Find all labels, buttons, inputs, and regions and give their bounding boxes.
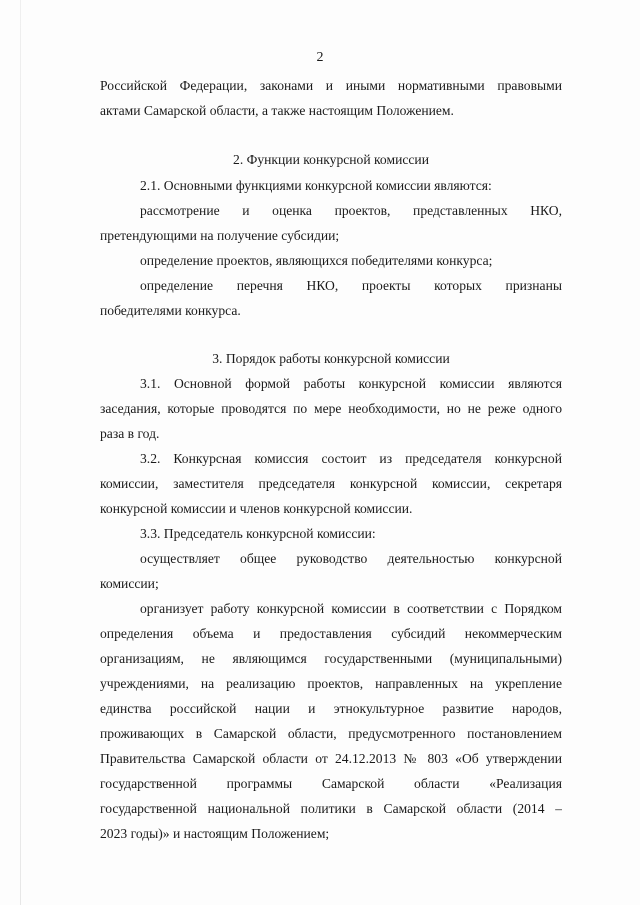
text-line: определения объема и предоставления субсидий некоммерческим (100, 626, 562, 641)
text-line: 3.1. Основной формой работы конкурсной комиссии являются (140, 376, 562, 391)
text-line: организациям, не являющимся государственными (муниципальными) (100, 651, 562, 666)
text-line: определение перечня НКО, проекты которых признаны (140, 278, 562, 293)
text-line: учреждениями, на реализацию проектов, направленных на укрепление (100, 676, 562, 691)
text-line: 2023 годы)» и настоящим Положением; (100, 826, 330, 841)
text-line: рассмотрение и оценка проектов, представленных НКО, (140, 203, 562, 218)
text-line: заседания, которые проводятся по мере необходимости, но не реже одного (100, 401, 562, 416)
text-line: 3.2. Конкурсная комиссия состоит из председателя конкурсной (140, 451, 562, 466)
text-line: претендующими на получение субсидии; (100, 228, 340, 243)
text-line: государственной программы Самарской области «Реализация (100, 776, 562, 791)
text-line: определение проектов, являющихся победителями конкурса; (140, 253, 493, 268)
text-line: комиссии; (100, 576, 159, 591)
section-heading-2: 2. Функции конкурсной комиссии (233, 152, 429, 167)
text-line: комиссии, заместителя председателя конкурсной комиссии, секретаря (100, 476, 562, 491)
text-line: раза в год. (100, 426, 160, 441)
scan-edge-line (20, 0, 21, 905)
text-line: 3.3. Председатель конкурсной комиссии: (140, 526, 376, 541)
text-line: конкурсной комиссии и членов конкурсной комиссии. (100, 501, 413, 516)
text-line: Правительства Самарской области от 24.12.2013 № 803 «Об утверждении (100, 751, 562, 766)
text-line: Российской Федерации, законами и иными нормативными правовыми (100, 78, 562, 93)
text-line: 2.1. Основными функциями конкурсной комиссии являются: (140, 178, 492, 193)
text-line: государственной национальной политики в Самарской области (2014 – (100, 801, 562, 816)
text-line: победителями конкурса. (100, 303, 241, 318)
text-line: организует работу конкурсной комиссии в соответствии с Порядком (140, 601, 562, 616)
text-line: актами Самарской области, а также настоящим Положением. (100, 103, 454, 118)
page-number: 2 (316, 50, 324, 65)
text-line: единства российской нации и этнокультурное развитие народов, (100, 701, 562, 716)
text-line: осуществляет общее руководство деятельностью конкурсной (140, 551, 562, 566)
section-heading-3: 3. Порядок работы конкурсной комиссии (212, 351, 450, 366)
text-line: проживающих в Самарской области, предусмотренного постановлением (100, 726, 562, 741)
